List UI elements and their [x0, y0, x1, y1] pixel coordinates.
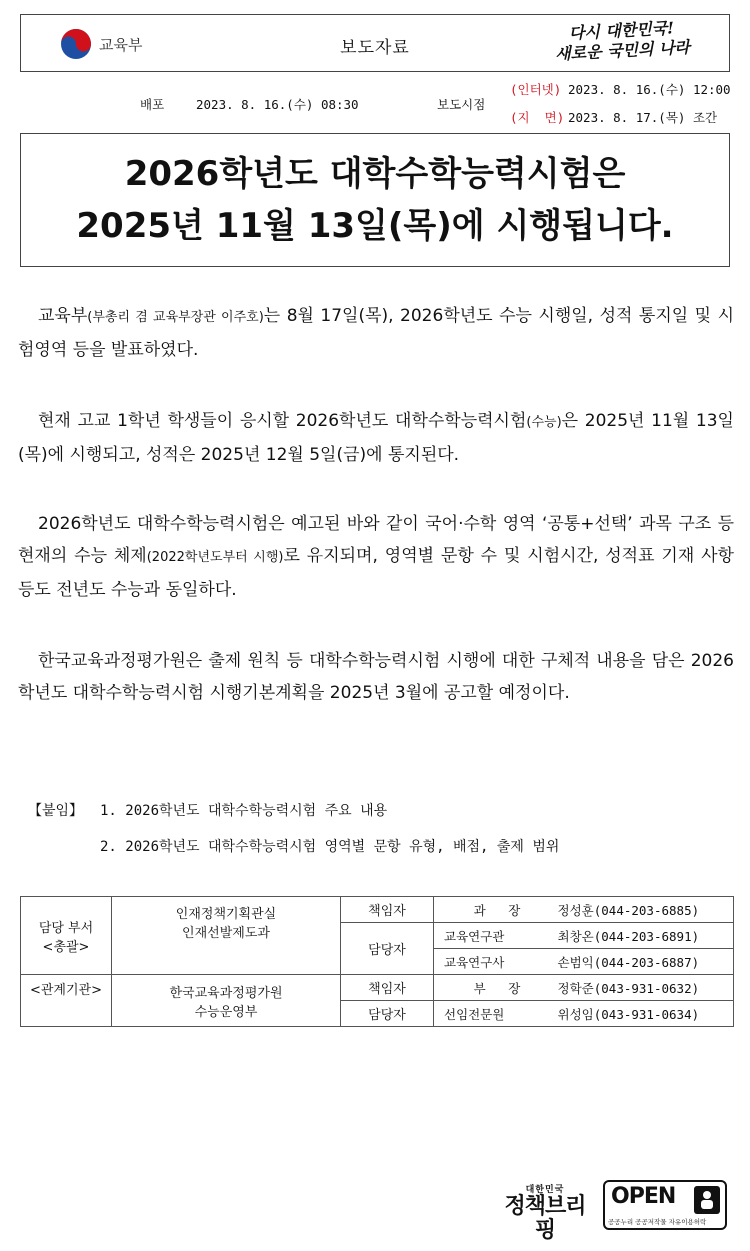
attachment-label: 【붙임】: [28, 803, 84, 819]
briefing-small: 대한민국: [525, 1185, 565, 1195]
related-name-cell: [112, 975, 341, 1027]
internet-value: 2023. 8. 16.(수) 12:00: [568, 82, 731, 97]
doc-type: 보도자료: [340, 38, 410, 58]
dept-cell: [21, 897, 112, 975]
kogl-open-logo: [603, 1180, 727, 1230]
open-word: OPEN: [611, 1184, 676, 1209]
distribution-label: 배포: [140, 97, 165, 112]
paper-label: (지 면): [510, 110, 565, 125]
open-caption: 공공누리 공공저작물 자유이용허락: [608, 1218, 707, 1226]
person-cell: [434, 1001, 734, 1027]
ministry-name: 교육부: [99, 35, 143, 54]
header-box: [20, 14, 730, 72]
slogan: [536, 17, 708, 66]
paragraph-3: [18, 508, 734, 606]
dept-label: 담당 부서: [38, 920, 94, 936]
person-text: 정성훈(044-203-6885): [557, 902, 700, 918]
role-cell: 책임자: [341, 975, 434, 1001]
title-text: 교육연구관: [444, 928, 505, 944]
related-name-2: 수능운영부: [194, 1004, 258, 1020]
dept-name-cell: [112, 897, 341, 975]
p1-text-a: 교육부: [38, 306, 88, 326]
p1-small: (부총리 겸 교육부장관 이주호): [87, 310, 264, 325]
internet-label: (인터넷): [510, 82, 562, 97]
role-cell: 책임자: [341, 897, 434, 923]
title-text: 선임전문원: [444, 1006, 505, 1022]
attachment-item-1: 1. 2026학년도 대학수학능력시험 주요 내용: [100, 803, 388, 819]
p2-small: (수능): [526, 415, 562, 430]
title-text: 부 장: [473, 980, 521, 996]
person-cell: [434, 949, 734, 975]
slogan-line1: 다시 대한민국!: [568, 18, 675, 43]
attribution-icon: [694, 1186, 720, 1214]
person-text: 최창온(044-203-6891): [557, 928, 700, 944]
related-name-1: 한국교육과정평가원: [169, 985, 283, 1001]
person-text: 위성임(043-931-0634): [557, 1006, 700, 1022]
p1-text-b: 는 8월 17일(목), 2026학년도 수능 시행일, 성적 통지일 및 시험영역 등을 발표하였다.: [18, 306, 734, 360]
person-cell: [434, 923, 734, 949]
p2-text-b: 은 2025년 11월 13일(목)에 시행되고, 성적은 2025년 12월 5일(금)에 통지된다.: [18, 411, 734, 465]
p2-text-a: 현재 고교 1학년 학생들이 응시할 2026학년도 대학수학능력시험: [38, 411, 527, 431]
title-line2: 2025년 11월 13일(목)에 시행됩니다.: [76, 206, 674, 246]
paragraph-2: [18, 405, 734, 471]
title-box: [20, 133, 730, 267]
p3-text-a: 2026학년도 대학수학능력시험은 예고된 바와 같이 국어·수학 영역 ‘공통+선택’ 과목 구조 등 현재의 수능 체제: [18, 514, 734, 566]
title-line1: 2026학년도 대학수학능력시험은: [124, 154, 626, 194]
person-cell: [434, 975, 734, 1001]
person-text: 손범익(044-203-6887): [557, 954, 700, 970]
role-cell: 담당자: [341, 923, 434, 975]
p3-small: (2022학년도부터 시행): [146, 550, 284, 565]
dept-sub: <총괄>: [42, 939, 90, 955]
p3-text-b: 로 유지되며, 영역별 문항 수 및 시험시간, 성적표 기재 사항 등도 전년도 수능과 동일하다.: [18, 546, 734, 600]
policy-briefing-logo: [500, 1182, 590, 1243]
dept-name-1: 인재정책기획관실: [175, 907, 277, 922]
role-cell: 담당자: [341, 1001, 434, 1027]
related-label: <관계기관>: [21, 975, 112, 1027]
paper-value: 2023. 8. 17.(목) 조간: [568, 110, 718, 125]
contact-table: [20, 896, 734, 1027]
release-label: 보도시점: [437, 97, 486, 112]
paragraph-4: [18, 645, 734, 709]
table-row: [21, 975, 734, 1001]
table-row: [21, 897, 734, 923]
slogan-line2: 새로운 국민의 나라: [554, 37, 691, 64]
attachment-item-2: 2. 2026학년도 대학수학능력시험 영역별 문항 유형, 배점, 출제 범위: [100, 839, 560, 855]
person-cell: [434, 897, 734, 923]
paragraph-1: [18, 300, 734, 366]
person-text: 정학준(043-931-0632): [557, 980, 700, 996]
dept-name-2: 인재선발제도과: [182, 926, 270, 941]
title-text: 교육연구사: [444, 954, 505, 970]
briefing-big: 정책브리핑: [504, 1194, 586, 1243]
p4-text: 한국교육과정평가원은 출제 원칙 등 대학수학능력시험 시행에 대한 구체적 내용을 담은 2026학년도 대학수학능력시험 시행기본계획을 2025년 3월에 공고할 예정이다.: [18, 651, 734, 703]
distribution-value: 2023. 8. 16.(수) 08:30: [196, 97, 359, 112]
title-text: 과 장: [473, 902, 521, 918]
